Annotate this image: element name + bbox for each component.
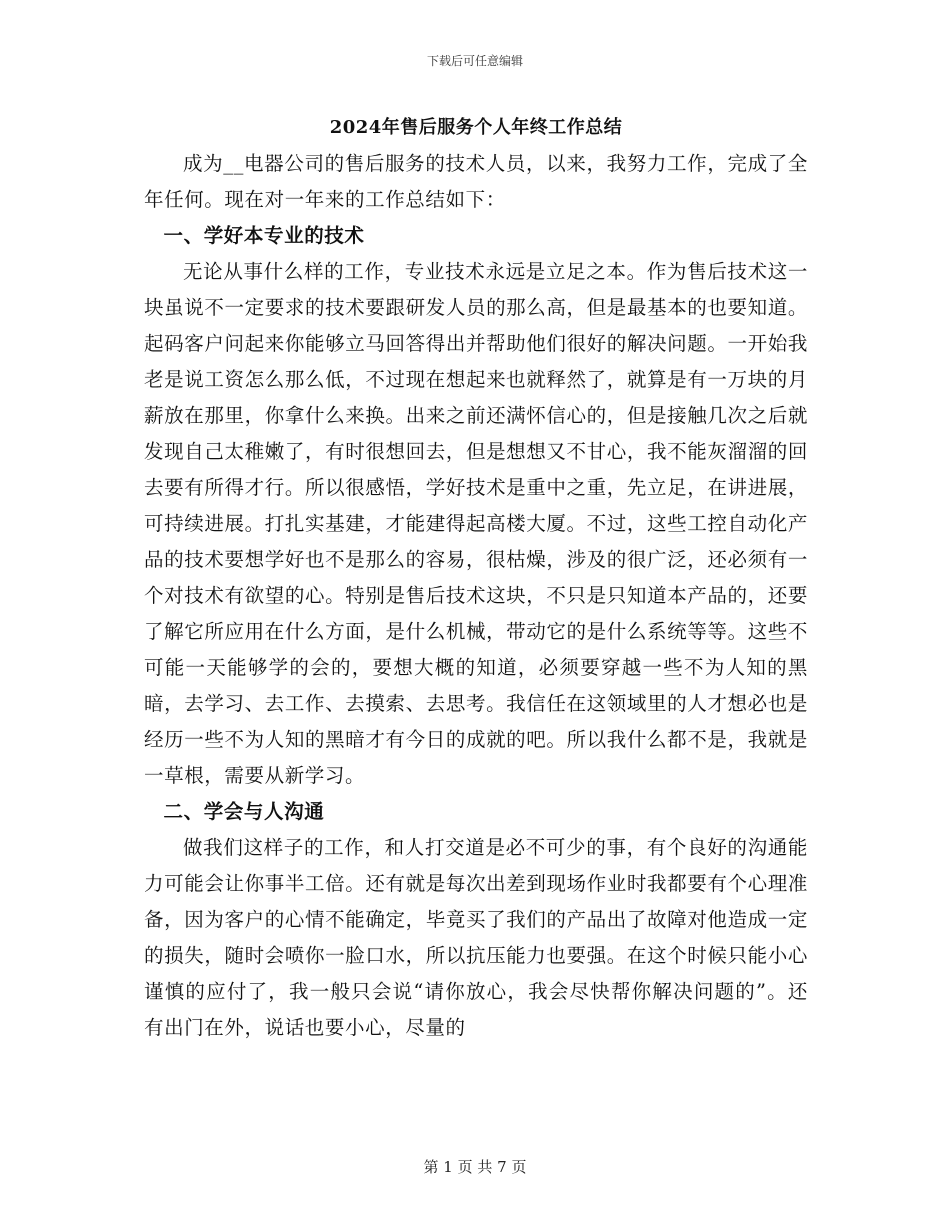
document-title: 2024年售后服务个人年终工作总结 bbox=[329, 117, 623, 138]
header-note: 下载后可任意编辑 bbox=[426, 54, 523, 68]
page-number: 第 1 页 共 7 页 bbox=[423, 1158, 527, 1176]
intro-paragraph: 成为__电器公司的售后服务的技术人员，以来，我努力工作，完成了全年任何。现在对一年来的工作总结如下： bbox=[144, 152, 808, 211]
section-heading-communication: 二、学会与人沟通 bbox=[163, 800, 325, 823]
document-content bbox=[144, 112, 808, 1046]
section-body-technology: 无论从事什么样的工作，专业技术永远是立足之本。作为售后技术这一块虽说不一定要求的技术要跟研发人员的那么高，但是最基本的也要知道。起码客户问起来你能够立马回答得出并帮助他们很好的解决问题。一开始我老是说工资怎么那么低，不过现在想起来也就释然了，就算是有一万块的月薪放在那里，你拿什么来换。出来之前还满怀信心的，但是接触几次之后就发现自己太稚嫩了，有时很想回去，但是想想又不甘心，我不能灰溜溜的回去要有所得才行。所以很感悟，学好技术是重中之重，先立足，在讲进展，可持续进展。打扎实基建，才能建得起高楼大厦。不过，这些工控自动化产品的技术要想学好也不是那么的容易，很枯燥，涉及的很广泛，还必须有一个对技术有欲望的心。特别是售后技术这块，不只是只知道本产品的，还要了解它所应用在什么方面，是什么机械，带动它的是什么系统等等。这些不可能一天能够学的会的，要想大概的知道，必须要穿越一些不为人知的黑暗，去学习、去工作、去摸索、去思考。我信任在这领域里的人才想必也是经历一些不为人知的黑暗才有今日的成就的吧。所以我什么都不是，我就是一草根，需要从新学习。 bbox=[144, 260, 808, 787]
section-body-communication: 做我们这样子的工作，和人打交道是必不可少的事，有个良好的沟通能力可能会让你事半工倍。还有就是每次出差到现场作业时我都要有个心理准备，因为客户的心情不能确定，毕竟买了我们的产品出了故障对他造成一定的损失，随时会喷你一脸口水，所以抗压能力也要强。在这个时候只能小心谨慎的应付了，我一般只会说“请你放心，我会尽快帮你解决问题的”。还有出门在外，说话也要小心，尽量的 bbox=[144, 836, 808, 1039]
section-heading-technology: 一、学好本专业的技术 bbox=[163, 224, 365, 247]
